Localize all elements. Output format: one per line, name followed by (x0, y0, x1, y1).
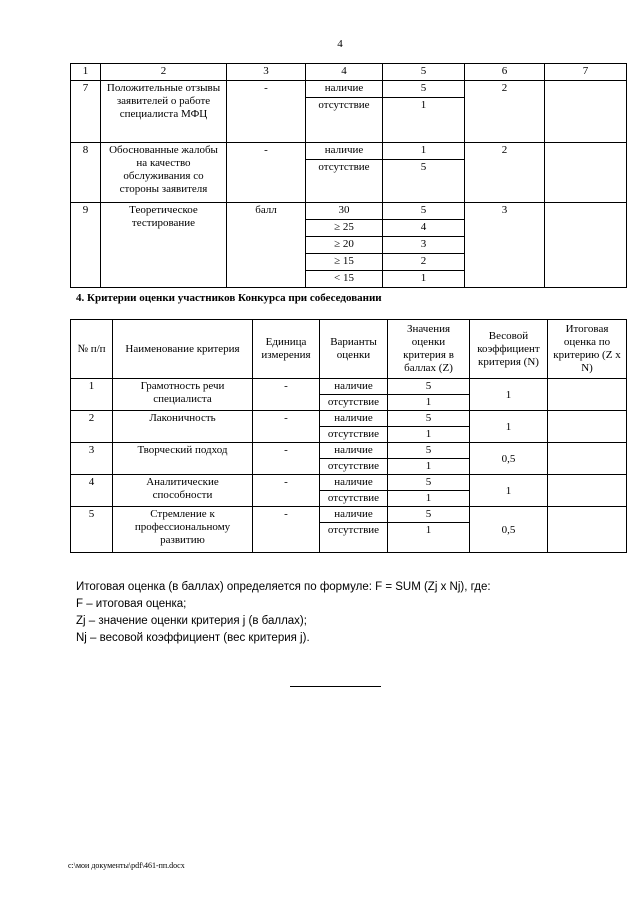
table-row (71, 203, 627, 220)
variant-cell: наличие (306, 143, 383, 160)
score-cell: 5 (388, 379, 470, 395)
weight-cell: 0,5 (470, 507, 548, 553)
weight-cell: 1 (470, 475, 548, 507)
weight-cell: 2 (465, 143, 545, 203)
header-cell: 5 (383, 64, 465, 81)
criterion-name: Теоретическое тестирование (101, 203, 227, 288)
score-cell: 5 (388, 411, 470, 427)
score-cell: 5 (383, 160, 465, 203)
variant-cell: наличие (320, 379, 388, 395)
result-cell (545, 143, 627, 203)
interview-criteria-table (70, 319, 627, 553)
score-cell: 5 (388, 507, 470, 523)
header-cell: 2 (101, 64, 227, 81)
score-cell: 3 (383, 237, 465, 254)
table-row (71, 443, 627, 459)
score-cell: 1 (388, 523, 470, 553)
criterion-name: Положительные отзывы заявителей о работе специалиста МФЦ (101, 81, 227, 143)
variant-cell: ≥ 25 (306, 220, 383, 237)
unit-cell: - (253, 475, 320, 507)
weight-cell: 2 (465, 81, 545, 143)
score-cell: 5 (388, 443, 470, 459)
criteria-table-continued (70, 63, 627, 288)
variant-cell: наличие (320, 507, 388, 523)
variant-cell: отсутствие (320, 395, 388, 411)
unit-cell: - (253, 443, 320, 475)
variant-cell: отсутствие (320, 491, 388, 507)
row-number: 5 (71, 507, 113, 553)
separator-line (290, 686, 381, 687)
score-cell: 1 (383, 271, 465, 288)
score-cell: 5 (383, 81, 465, 98)
formula-line: F – итоговая оценка; (76, 598, 187, 610)
variant-cell: отсутствие (306, 160, 383, 203)
header-name: Наименование критерия (113, 320, 253, 379)
header-variants: Варианты оценки (320, 320, 388, 379)
criterion-name: Аналитические способности (113, 475, 253, 507)
header-cell: 4 (306, 64, 383, 81)
variant-cell: наличие (320, 475, 388, 491)
formula-block (76, 579, 491, 647)
table-row (71, 143, 627, 160)
weight-cell: 1 (470, 379, 548, 411)
criterion-name: Грамотность речи специалиста (113, 379, 253, 411)
unit-cell: - (227, 143, 306, 203)
header-result: Итоговая оценка по критерию (Z x N) (548, 320, 627, 379)
result-cell (548, 411, 627, 443)
row-number: 2 (71, 411, 113, 443)
score-cell: 1 (388, 427, 470, 443)
formula-line: Zj – значение оценки критерия j (в баллах); (76, 615, 307, 627)
variant-cell: 30 (306, 203, 383, 220)
unit-cell: - (253, 411, 320, 443)
header-cell: 3 (227, 64, 306, 81)
weight-cell: 1 (470, 411, 548, 443)
header-cell: 6 (465, 64, 545, 81)
formula-line: Итоговая оценка (в баллах) определяется по формуле: F = SUM (Zj x Nj), где: (76, 581, 491, 593)
row-number: 8 (71, 143, 101, 203)
variant-cell: < 15 (306, 271, 383, 288)
header-num: № п/п (71, 320, 113, 379)
row-number: 1 (71, 379, 113, 411)
variant-cell: отсутствие (306, 98, 383, 143)
footer-file-path: c:\мои документы\pdf\461-пп.docx (68, 861, 185, 870)
table-row (71, 81, 627, 98)
variant-cell: ≥ 20 (306, 237, 383, 254)
formula-line: Nj – весовой коэффициент (вес критерия j). (76, 632, 310, 644)
section-title: 4. Критерии оценки участников Конкурса при собеседовании (76, 292, 382, 304)
table-row (71, 379, 627, 395)
row-number: 9 (71, 203, 101, 288)
table-row (71, 411, 627, 427)
row-number: 4 (71, 475, 113, 507)
score-cell: 4 (383, 220, 465, 237)
row-number: 7 (71, 81, 101, 143)
table-row (71, 475, 627, 491)
result-cell (548, 507, 627, 553)
variant-cell: наличие (320, 443, 388, 459)
table-header-row (71, 320, 627, 379)
result-cell (545, 81, 627, 143)
variant-cell: отсутствие (320, 459, 388, 475)
unit-cell: - (253, 379, 320, 411)
variant-cell: отсутствие (320, 427, 388, 443)
score-cell: 2 (383, 254, 465, 271)
header-unit: Единица измерения (253, 320, 320, 379)
result-cell (548, 443, 627, 475)
criterion-name: Обоснованные жалобы на качество обслуживания со стороны заявителя (101, 143, 227, 203)
result-cell (548, 475, 627, 507)
score-cell: 5 (383, 203, 465, 220)
page-number: 4 (337, 38, 343, 50)
result-cell (545, 203, 627, 288)
header-values: Значения оценки критерия в баллах (Z) (388, 320, 470, 379)
header-cell: 1 (71, 64, 101, 81)
score-cell: 1 (383, 98, 465, 143)
score-cell: 5 (388, 475, 470, 491)
variant-cell: наличие (320, 411, 388, 427)
criterion-name: Творческий подход (113, 443, 253, 475)
weight-cell: 3 (465, 203, 545, 288)
row-number: 3 (71, 443, 113, 475)
variant-cell: отсутствие (320, 523, 388, 553)
header-cell: 7 (545, 64, 627, 81)
unit-cell: балл (227, 203, 306, 288)
unit-cell: - (227, 81, 306, 143)
score-cell: 1 (388, 491, 470, 507)
variant-cell: ≥ 15 (306, 254, 383, 271)
table-header-row (71, 64, 627, 81)
score-cell: 1 (388, 459, 470, 475)
variant-cell: наличие (306, 81, 383, 98)
score-cell: 1 (383, 143, 465, 160)
unit-cell: - (253, 507, 320, 553)
weight-cell: 0,5 (470, 443, 548, 475)
score-cell: 1 (388, 395, 470, 411)
result-cell (548, 379, 627, 411)
criterion-name: Лаконичность (113, 411, 253, 443)
criterion-name: Стремление к профессиональному развитию (113, 507, 253, 553)
header-weight: Весовой коэффициент критерия (N) (470, 320, 548, 379)
table-row (71, 507, 627, 523)
